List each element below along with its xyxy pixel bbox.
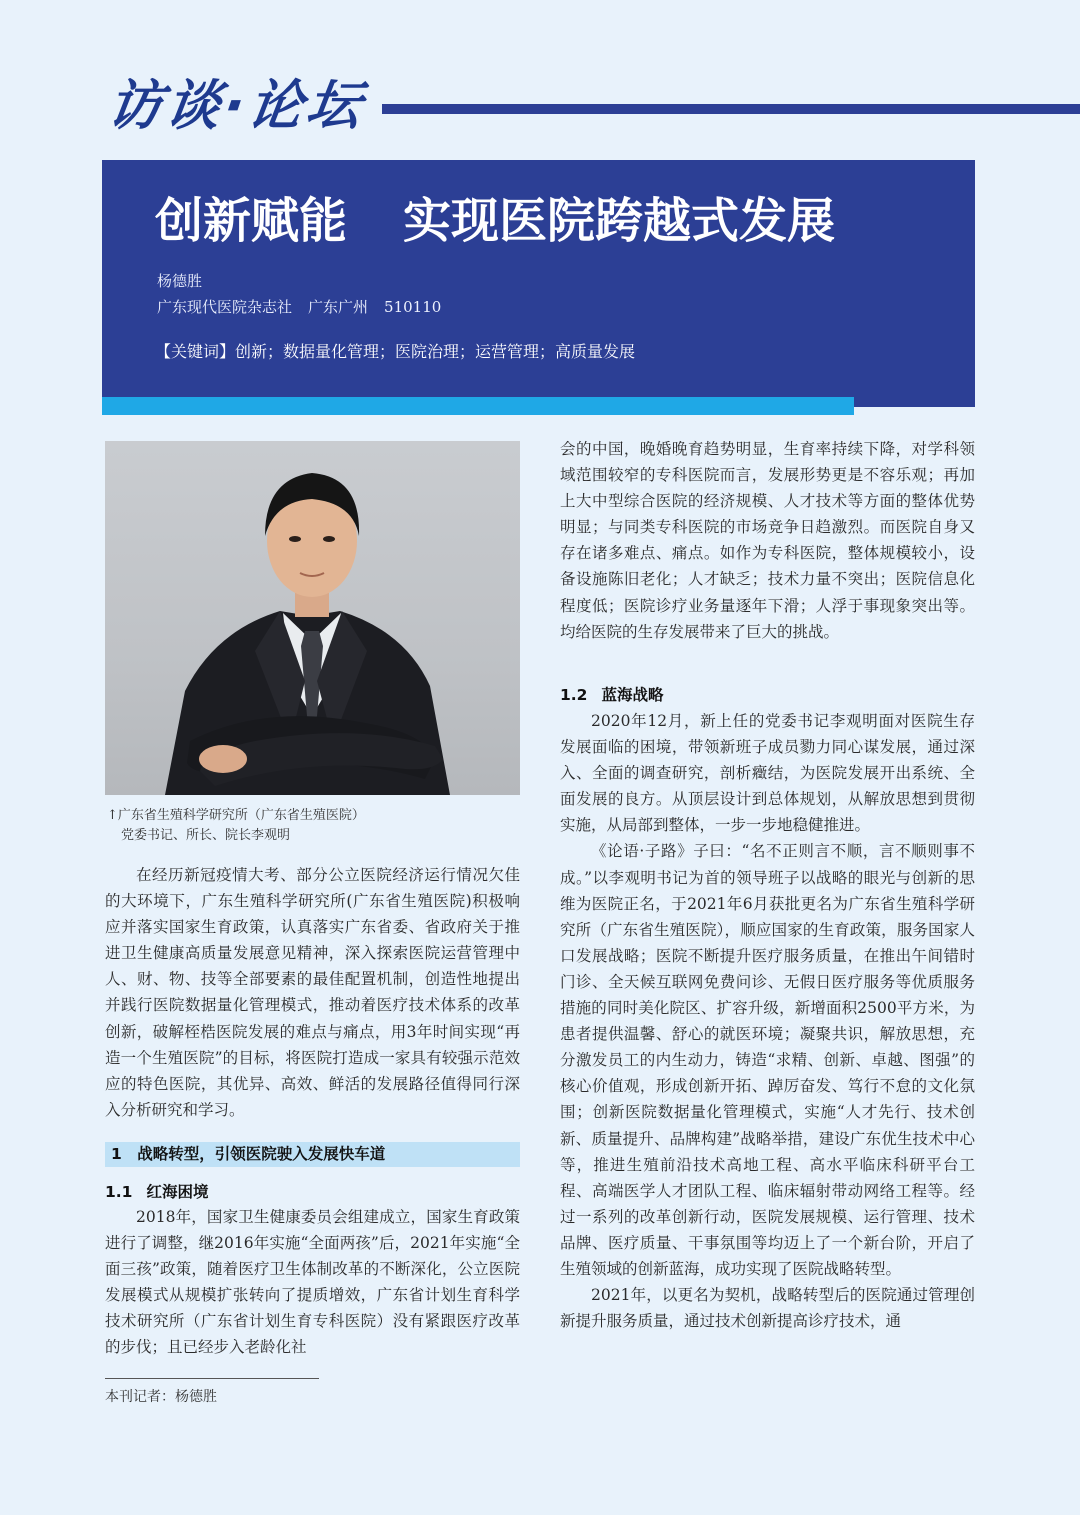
section1-heading: 1 战略转型，引领医院驶入发展快车道 (105, 1142, 520, 1167)
subheading-1-2-number: 1.2 (560, 686, 588, 704)
paragraph-1-1: 2018年，国家卫生健康委员会组建成立，国家生育政策进行了调整，继2016年实施“全面两孩”后，2021年实施“全面三孩”政策，随着医疗卫生体制改革的不断深化，公立医院发展模式从规模扩张转向了提质增效，广东省计划生育科学技术研究所（广东省计划生育专科医院）没有紧跟医疗改革的步伐；且已经步入老龄化社 (105, 1208, 520, 1357)
paragraph-1-2-c: 2021年，以更名为契机，战略转型后的医院通过管理创新提升服务质量，通过技术创新提高诊疗技术，通 (560, 1286, 975, 1331)
section-rule (382, 104, 1080, 114)
affiliation-city: 广东广州 (308, 298, 369, 316)
intro-text (105, 862, 520, 1123)
title-part2: 实现医院跨越式发展 (403, 193, 836, 249)
subheading-1-1-title: 红海困境 (146, 1183, 209, 1201)
right-body-top (560, 436, 975, 645)
header-accent-bar (102, 397, 854, 415)
portrait-photo (105, 441, 520, 795)
caption-line2: 党委书记、所长、院长李观明 (121, 828, 291, 843)
subheading-1-2 (560, 683, 663, 707)
footnote-rule (105, 1378, 319, 1379)
section-logo: 访谈·论坛 (103, 74, 370, 137)
photo-caption (107, 806, 365, 846)
keywords: 【关键词】创新；数据量化管理；医院治理；运营管理；高质量发展 (155, 342, 636, 361)
author-name: 杨德胜 (157, 272, 203, 290)
right-body-bottom (560, 708, 975, 1334)
affiliation-name: 广东现代医院杂志社 (157, 298, 293, 316)
subheading-1-1 (105, 1180, 208, 1204)
continuation-paragraph: 会的中国，晚婚晚育趋势明显，生育率持续下降，对学科领域范围较窄的专科医院而言，发展形势更是不容乐观；再加上大中型综合医院的经济规模、人才技术等方面的整体优势明显；与同类专科医院的市场竞争日趋激烈。而医院自身又存在诸多难点、痛点。如作为专科医院，整体规模较小，设备设施陈旧老化；人才缺乏；技术力量不突出；医院信息化程度低；医院诊疗业务量逐年下滑；人浮于事现象突出等。均给医院的生存发展带来了巨大的挑战。 (560, 440, 975, 641)
article-title (155, 190, 835, 252)
header-tail-bar (854, 397, 975, 407)
caption-line1: ↑广东省生殖科学研究所（广东省生殖医院） (107, 808, 365, 823)
reporter-footnote: 本刊记者：杨德胜 (105, 1389, 217, 1405)
subheading-1-1-number: 1.1 (105, 1183, 133, 1201)
author-affiliation (157, 296, 441, 318)
paragraph-1-2-b: 《论语·子路》子曰：“名不正则言不顺，言不顺则事不成。”以李观明书记为首的领导班子以战略的眼光与创新的思维为医院正名，于2021年6月获批更名为广东省生殖科学研究所（广东省生殖医院），顺应国家的生育政策，服务国家人口发展战略；医院不断提升医疗服务质量，在推出午间错时门诊、全天候互联网免费问诊、无假日医疗服务等优质服务措施的同时美化院区、扩容升级，新增面积2500平方米，为患者提供温馨、舒心的就医环境；凝聚共识，解放思想，充分激发员工的内生动力，铸造“求精、创新、卓越、图强”的核心价值观，形成创新开拓、踔厉奋发、笃行不怠的文化氛围；创新医院数据量化管理模式，实施“人才先行、技术创新、质量提升、品牌构建”战略举措，建设广东优生技术中心等，推进生殖前沿技术高地工程、高水平临床科研平台工程、高端医学人才团队工程、临床辐射带动网络工程等。经过一系列的改革创新行动，医院发展规模、运行管理、技术品牌、医疗质量、干事氛围等均迈上了一个新台阶，开启了生殖领域的创新蓝海，成功实现了医院战略转型。 (560, 842, 975, 1278)
affiliation-postcode: 510110 (384, 298, 442, 316)
title-part1: 创新赋能 (155, 193, 348, 249)
left-body (105, 1204, 520, 1361)
subheading-1-2-title: 蓝海战略 (601, 686, 664, 704)
intro-paragraph: 在经历新冠疫情大考、部分公立医院经济运行情况欠佳的大环境下，广东生殖科学研究所(广东省生殖医院)积极响应并落实国家生育政策，认真落实广东省委、省政府关于推进卫生健康高质量发展意见精神，深入探索医院运营管理中人、财、物、技等全部要素的最佳配置机制，创造性地提出并践行医院数据量化管理模式，推动着医疗技术体系的改革创新，破解桎梏医院发展的难点与痛点，用3年时间实现“再造一个生殖医院”的目标，将医院打造成一家具有较强示范效应的特色医院，其优异、高效、鲜活的发展路径值得同行深入分析研究和学习。 (105, 866, 520, 1119)
paragraph-1-2-a: 2020年12月，新上任的党委书记李观明面对医院生存发展面临的困境，带领新班子成员勠力同心谋发展，通过深入、全面的调查研究，剖析癥结，为医院发展开出系统、全面发展的良方。从顶层设计到总体规划，从解放思想到贯彻实施，从局部到整体，一步一步地稳健推进。 (560, 712, 975, 835)
